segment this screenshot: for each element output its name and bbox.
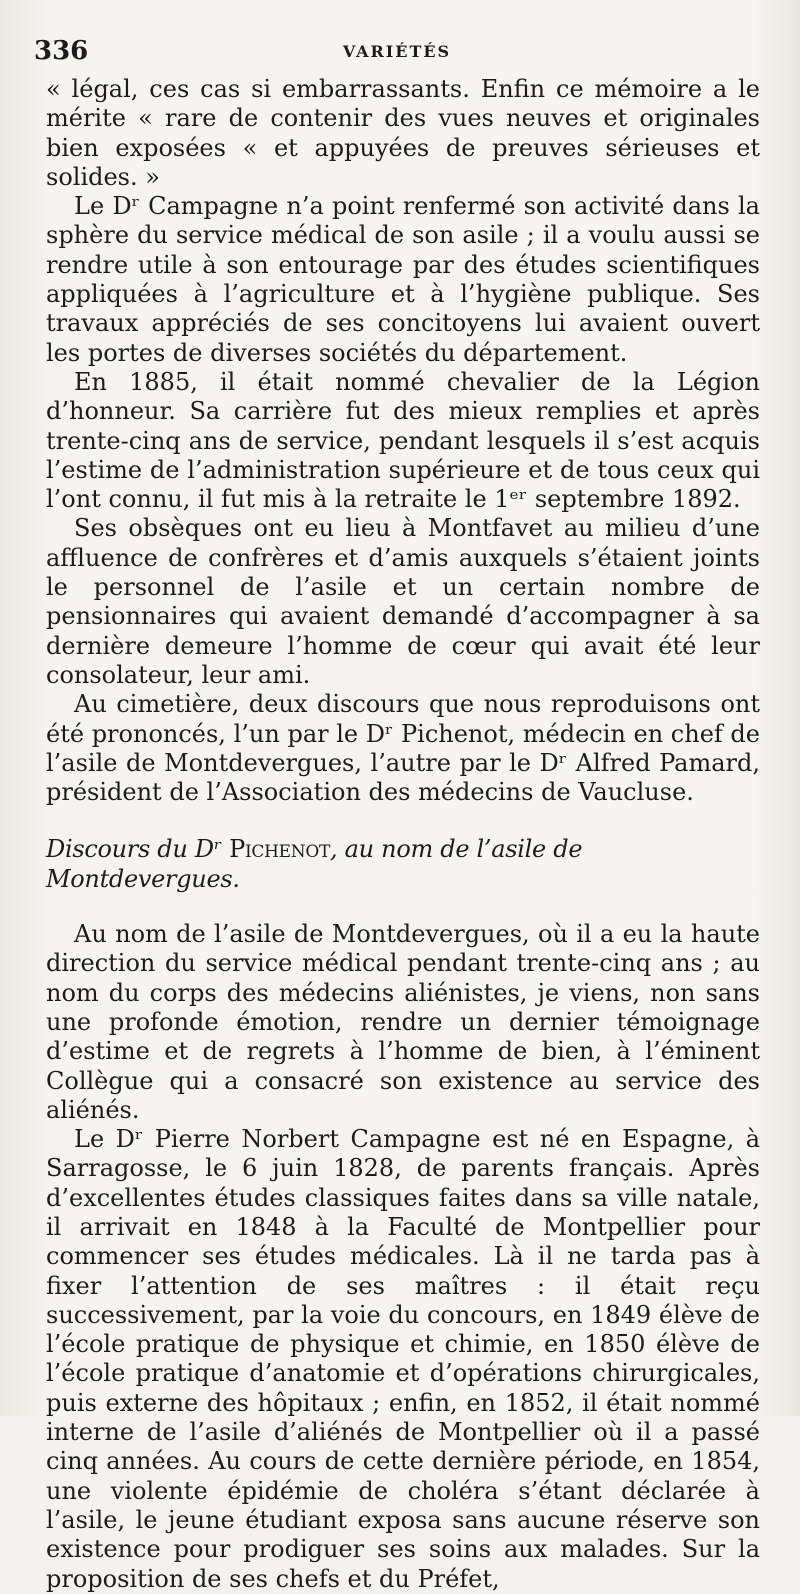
section-heading [46,835,760,894]
paragraph: En 1885, il était nommé chevalier de la Légion d’honneur. Sa carrière fut des mieux remplies et après trente-cinq ans de service, pendant lesquels il s’est acquis l’estime de l’administration supérieure et de tous ceux qui l’ont connu, il fut mis à la retraite le 1ᵉʳ septembre 1892. [46,367,760,514]
section-heading-prefix: Discours du Dʳ [46,835,230,864]
paragraph: Le Dʳ Campagne n’a point renfermé son activité dans la sphère du service médical de son asile ; il a voulu aussi se rendre utile à son entourage par des études scientifiques appliquées à l’agriculture et à l’hygiène publique. Ses travaux appréciés de ses concitoyens lui avaient ouvert les portes de diverses sociétés du département. [46,192,760,367]
page-body [46,75,760,1594]
section-heading-suffix: , au nom de l’asile de Montdevergues. [46,835,583,893]
paragraph: Le Dʳ Pierre Norbert Campagne est né en Espagne, à Sarragosse, le 6 juin 1828, de parents français. Après d’excellentes études classiques faites dans sa ville natale, il arrivait en 1848 à la Faculté de Montpellier pour commencer ses études médicales. Là il ne tarda pas à fixer l’attention de ses maîtres : il était reçu successivement, par la voie du concours, en 1849 élève de l’école pratique de physique et chimie, en 1850 élève de l’école pratique d’anatomie et d’opérations chirurgicales, puis externe des hôpitaux ; enfin, en 1852, il était nommé interne de l’asile d’aliénés de Montpellier où il a passé cinq années. Au cours de cette dernière période, en 1854, une violente épidémie de choléra s’étant déclarée à l’asile, le jeune étudiant exposa sans aucune réserve son existence pour prodiguer ses soins aux malades. Sur la proposition de ses chefs et du Préfet, [46,1125,760,1593]
paragraph-continuation: « légal, ces cas si embarrassants. Enfin ce mémoire a le mérite « rare de contenir des vues neuves et originales bien exposées « et appuyées de preuves sérieuses et solides. » [46,75,760,191]
paragraph: Au cimetière, deux discours que nous reproduisons ont été prononcés, l’un par le Dʳ Pichenot, médecin en chef de l’asile de Montdevergues, l’autre par le Dʳ Alfred Pamard, président de l’Association des médecins de Vaucluse. [46,690,760,807]
page-number: 336 [34,36,89,66]
paragraph: Ses obsèques ont eu lieu à Montfavet au milieu d’une affluence de confrères et d’amis auxquels s’étaient joints le personnel de l’asile et un certain nombre de pensionnaires qui avaient demandé d’accompagner à sa dernière demeure l’homme de cœur qui avait été leur consolateur, leur ami. [46,514,760,689]
section-heading-name: Pichenot [229,835,331,864]
running-head: VARIÉTÉS [342,42,452,61]
paragraph: Au nom de l’asile de Montdevergues, où il a eu la haute direction du service médical pendant trente-cinq ans ; au nom du corps des médecins aliénistes, je viens, non sans une profonde émotion, rendre un dernier témoignage d’estime et de regrets à l’homme de bien, à l’éminent Collègue qui a consacré son existence au service des aliénés. [46,920,760,1124]
page-header [34,36,760,72]
